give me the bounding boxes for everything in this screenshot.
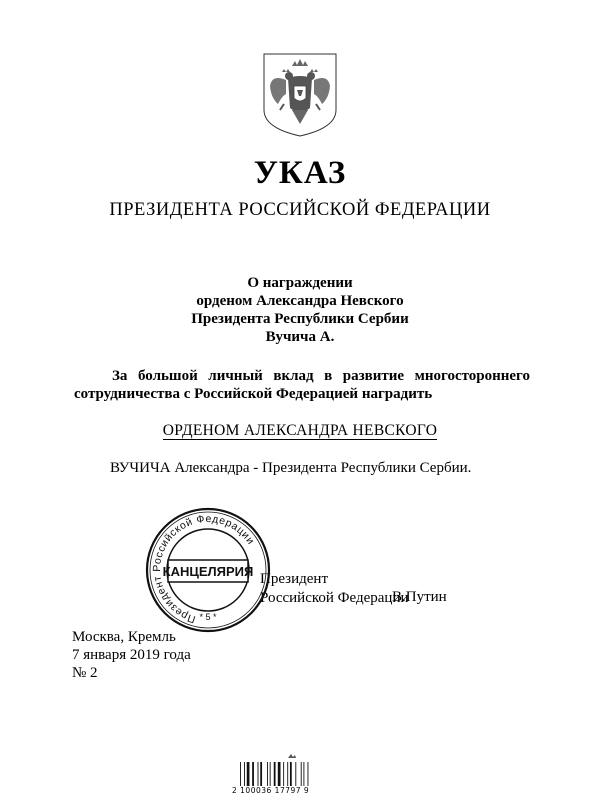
decree-body-paragraph: За большой личный вклад в развитие многостороннего сотрудничества с Российской Федерацией наградить xyxy=(74,368,530,402)
signatory-title-line: Российской Федерации xyxy=(260,590,409,606)
signatory-title-line: Президент xyxy=(260,571,328,587)
decree-place: Москва, Кремль xyxy=(72,629,176,645)
signatory-name: В.Путин xyxy=(392,589,447,605)
order-name-text: ОРДЕНОМ АЛЕКСАНДРА НЕВСКОГО xyxy=(162,422,438,439)
decree-subject-line: О награждении xyxy=(247,275,353,291)
stamp-number: * 5 * xyxy=(199,612,217,622)
signatory-title xyxy=(260,570,409,608)
recipient-line: ВУЧИЧА Александра - Президента Республики Сербии. xyxy=(110,460,472,476)
decree-subheading: ПРЕЗИДЕНТА РОССИЙСКОЙ ФЕДЕРАЦИИ xyxy=(109,200,491,220)
order-name xyxy=(0,422,600,440)
coat-of-arms-icon xyxy=(262,52,338,138)
decree-subject-line: Президента Республики Сербии xyxy=(191,311,409,327)
decree-subject-line: орденом Александра Невского xyxy=(196,293,404,309)
decree-footer xyxy=(72,628,191,682)
decree-number: № 2 xyxy=(72,665,98,681)
decree-heading: УКАЗ xyxy=(253,155,347,191)
decree-subject-line: Вучича А. xyxy=(265,329,335,345)
decree-date: 7 января 2019 года xyxy=(72,647,191,663)
barcode-number: 2 100036 17797 9 xyxy=(232,786,310,795)
stamp-center-text: КАНЦЕЛЯРИЯ xyxy=(162,564,254,579)
chancellery-stamp xyxy=(144,506,272,636)
stamp-ring-text: Президент Российской Федерации xyxy=(150,512,257,626)
decree-subject xyxy=(0,274,600,346)
